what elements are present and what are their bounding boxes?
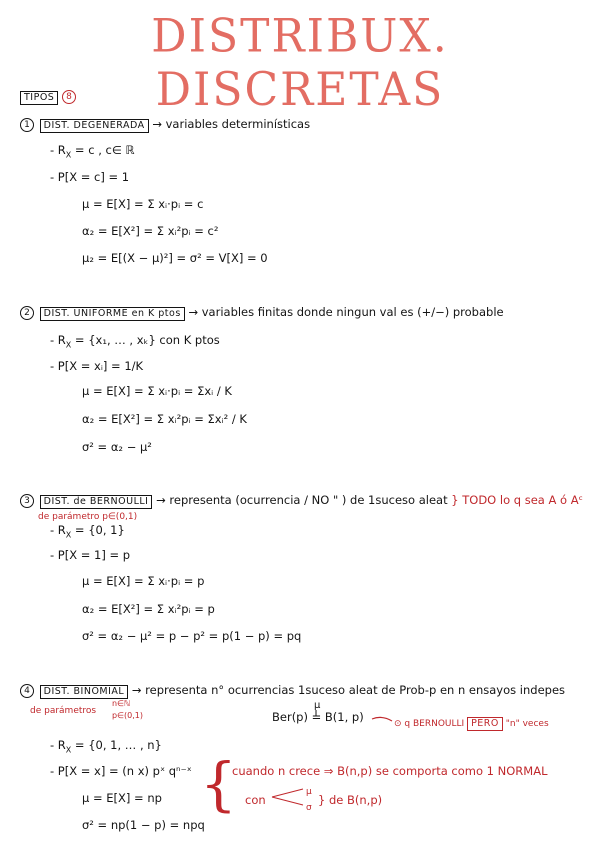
page-title: DISTRIBUX. DISCRETAS — [151, 9, 449, 117]
section-1-header — [20, 117, 310, 133]
tipos-count-badge: 8 — [62, 90, 76, 104]
prob-line: - P[X = 1] = p — [50, 548, 131, 562]
prob-line: - P[X = x] = (n x) pˣ qⁿ⁻ˣ — [50, 764, 192, 778]
mean-line: μ = E[X] = Σ xᵢ·pᵢ = p — [82, 574, 205, 588]
bernoulli-relation: Ber(p) = B(1, p) — [272, 710, 364, 724]
section-number: 4 — [20, 684, 34, 698]
section-description: → variables finitas donde ningun val es (+/−) probable — [188, 305, 504, 319]
section-description: → representa (ocurrencia / NO " ) de 1suceso aleat — [156, 493, 448, 507]
red-arrow — [372, 717, 392, 721]
section-3-header — [20, 493, 583, 509]
section-title: DIST. BINOMIAL — [40, 685, 129, 699]
red-note: } TODO lo q sea A ó Aᶜ — [451, 493, 583, 507]
variance-line: σ² = α₂ − μ² — [82, 440, 152, 454]
variance-line: μ₂ = E[(X − μ)²] = σ² = V[X] = 0 — [82, 251, 268, 265]
section-4-header — [20, 683, 565, 699]
with-label: con — [245, 793, 266, 807]
section-description: → variables determinísticas — [152, 117, 311, 131]
tipos-label: TIPOS — [20, 91, 58, 105]
section-number: 1 — [20, 118, 34, 132]
mu-symbol: μ — [306, 787, 312, 797]
section-title: DIST. UNIFORME en K ptos — [40, 307, 185, 321]
range-line: - $R_X = \{0$, 1, … , n} — [50, 738, 162, 755]
range-line: - $R_X = \{x_1$, … , xₖ} con K ptos — [50, 333, 220, 350]
range-line: - $R_X = \{0$, 1} — [50, 523, 125, 540]
alpha2-line: α₂ = E[X²] = Σ xᵢ²pᵢ = Σxᵢ² / K — [82, 412, 247, 426]
red-brace: { — [200, 750, 237, 818]
section-2-header — [20, 305, 504, 321]
section-title: DIST. DEGENERADA — [40, 119, 149, 133]
tipos-heading — [20, 89, 78, 105]
parameter-note: de parámetros — [30, 706, 97, 716]
prob-line: - P[X = c] = 1 — [50, 170, 130, 184]
alpha2-line: α₂ = E[X²] = Σ xᵢ²pᵢ = c² — [82, 224, 219, 238]
prob-line: - P[X = xᵢ] = 1/K — [50, 359, 144, 373]
mean-line: μ = E[X] = Σ xᵢ·pᵢ = Σxᵢ / K — [82, 384, 232, 398]
mean-line: μ = E[X] = np — [82, 791, 162, 805]
variance-line: σ² = np(1 − p) = npq — [82, 818, 205, 832]
param-p: p∈(0,1) — [112, 711, 144, 720]
parameter-note: de parámetro p∈(0,1) — [38, 512, 138, 522]
section-number: 2 — [20, 306, 34, 320]
section-title: DIST. de BERNOULLI — [40, 495, 153, 509]
mu-label: μ — [314, 700, 321, 711]
param-n: n∈ℕ — [112, 699, 131, 708]
branch-arrows — [272, 789, 303, 805]
variance-line: σ² = α₂ − μ² = p − p² = p(1 − p) = pq — [82, 629, 302, 643]
bernoulli-note: ⊙ q BERNOULLI PERO "n" veces — [394, 718, 549, 729]
sigma-symbol: σ — [306, 803, 312, 813]
section-description: → representa n° ocurrencias 1suceso aleat de Prob-p en n ensayos indepes — [131, 683, 566, 697]
mean-line: μ = E[X] = Σ xᵢ·pᵢ = c — [82, 197, 204, 211]
normal-approx-note: cuando n crece ⇒ B(n,p) se comporta como 1 NORMAL — [232, 764, 548, 778]
range-line: - $R_X = c$ , c∈ ℝ — [50, 143, 135, 160]
section-number: 3 — [20, 494, 34, 508]
alpha2-line: α₂ = E[X²] = Σ xᵢ²pᵢ = p — [82, 602, 215, 616]
of-binomial: } de B(n,p) — [318, 793, 383, 807]
